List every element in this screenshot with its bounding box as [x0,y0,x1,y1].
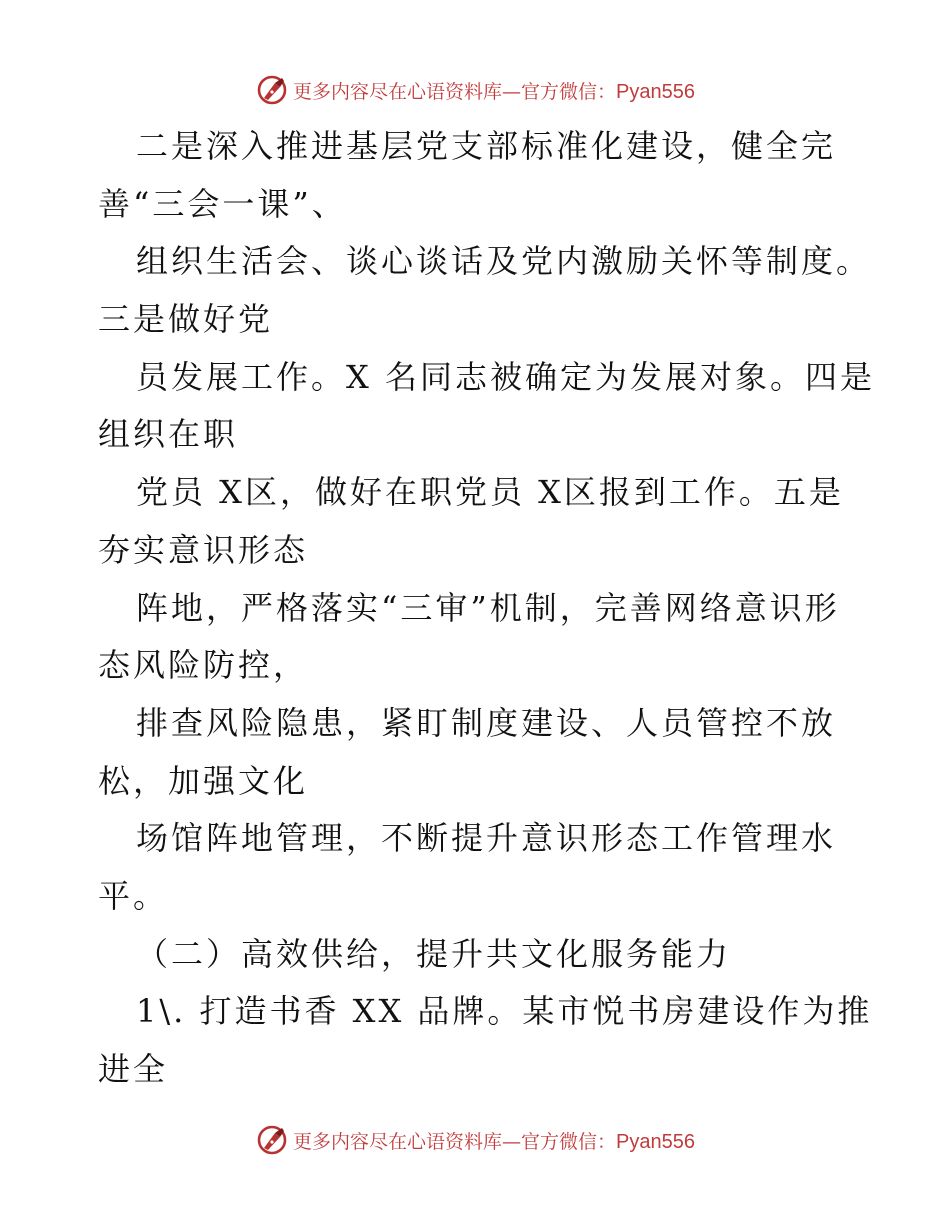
pen-nib-logo-icon [255,1123,289,1157]
header-banner [0,70,950,110]
header-banner-text [293,77,695,104]
text-line: 组织生活会、谈心谈话及党内激励关怀等制度。 [136,242,872,281]
text-line: 松，加强文化 [98,761,309,800]
banner-tagline: 更多内容尽在心语资料库—官方微信： [293,1130,617,1153]
text-line: 员发展工作。X 名同志被确定为发展对象。四是 [136,357,875,396]
document-body [98,118,878,1099]
text-line: 1\. 打造书香 XX 品牌。某市悦书房建设作为推 [136,992,873,1031]
text-line: 态风险防控， [98,646,309,685]
text-line: 组织在职 [98,415,239,454]
text-line: 排查风险隐患，紧盯制度建设、人员管控不放 [136,703,837,742]
section-heading: （二）高效供给，提升共文化服务能力 [136,934,732,973]
text-line: 平。 [98,876,169,915]
text-line: 善“三会一课”、 [98,184,347,223]
banner-wechat-id: Pyan556 [616,1130,695,1153]
text-line: 场馆阵地管理，不断提升意识形态工作管理水 [136,819,837,858]
text-line: 二是深入推进基层党支部标准化建设，健全完 [136,127,837,165]
banner-tagline: 更多内容尽在心语资料库—官方微信： [293,80,617,103]
text-line: 阵地，严格落实“三审”机制，完善网络意识形 [136,588,840,627]
text-line: 党员 X区，做好在职党员 X区报到工作。五是 [136,473,844,512]
text-line: 进全 [98,1050,169,1088]
text-line: 三是做好党 [98,300,274,339]
text-line: 夯实意识形态 [98,530,309,569]
banner-wechat-id: Pyan556 [616,80,695,103]
pen-nib-logo-icon [255,73,289,107]
footer-banner [0,1120,950,1160]
footer-banner-text [293,1127,695,1154]
